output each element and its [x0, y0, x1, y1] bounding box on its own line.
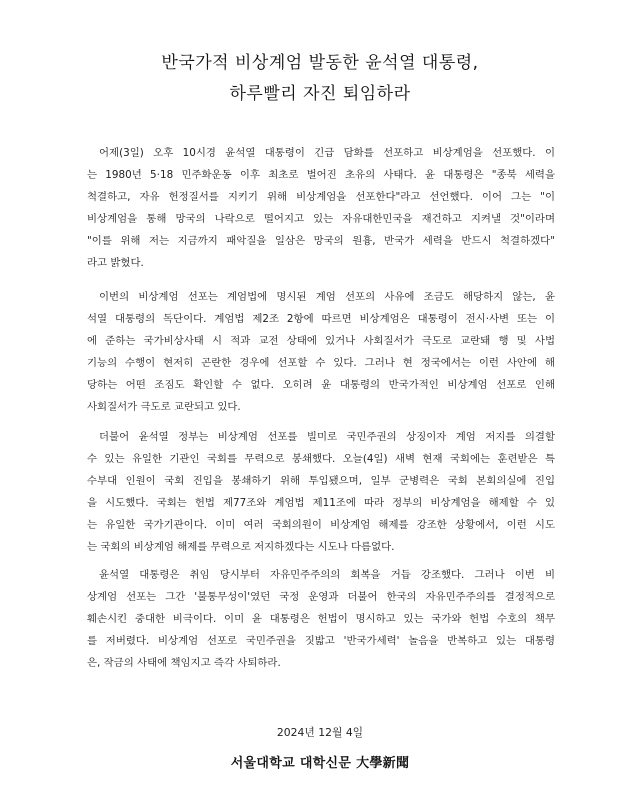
- paragraph-line: 상계엄 선포는 그간 '불통무성이'였던 국정 운영과 더불어 한국의 자유민주주의를 결정적으로: [87, 591, 555, 603]
- paragraph-line: "이를 위해 저는 지금까지 패악질을 일삼은 망국의 원흉, 반국가 세력을 반드시 척결하겠다": [87, 235, 555, 247]
- paragraph-line: 사회질서가 극도로 교란되고 있다.: [87, 401, 241, 413]
- paragraph-line: 는 유일한 국가기관이다. 이미 여러 국회의원이 비상계엄 해제를 강조한 상황에서, 이런 시도: [87, 519, 555, 531]
- paragraph-line: 당하는 어떤 조짐도 확인할 수 없다. 오히려 윤 대통령의 반국가적인 비상계엄 선포로 인해: [87, 379, 555, 391]
- paragraph-2: [87, 286, 555, 418]
- paragraph-line: 에 준하는 국가비상사태 시 적과 교전 상태에 있거나 사회질서가 극도로 교란돼 행 및 사법: [87, 335, 555, 347]
- paragraph-1: [87, 142, 555, 274]
- paragraph-line: 척결하고, 자유 헌정질서를 지키기 위해 비상계엄을 선포한다"라고 선언했다. 이어 그는 "이: [87, 191, 555, 203]
- paragraph-line: 어제(3일) 오후 10시경 윤석열 대통령이 긴급 담화를 선포하고 비상계엄을 선포했다. 이: [99, 147, 555, 159]
- paragraph-line: 는 국회의 비상계엄 해제를 무력으로 저지하겠다는 시도나 다름없다.: [87, 541, 395, 553]
- document-title-line-2: 하루빨리 자진 퇴임하라: [229, 84, 411, 104]
- paragraph-3: [87, 426, 555, 558]
- document-title-line-1: 반국가적 비상계엄 발동한 윤석열 대통령,: [161, 53, 479, 73]
- paragraph-line: 를 저버렸다. 비상계엄 선포로 국민주권을 짓밟고 '반국가세력' 놀음을 반복하고 있는 대통령: [87, 635, 555, 647]
- paragraph-line: 수부대 인원이 국회 진입을 봉쇄하기 위해 투입됐으며, 일부 군병력은 국회 본회의실에 진입: [87, 475, 555, 487]
- paragraph-4: [87, 564, 555, 674]
- paragraph-line: 비상계엄을 통해 망국의 나락으로 떨어지고 있는 자유대한민국을 재건하고 지켜낼 것"이라며: [87, 213, 555, 225]
- paragraph-line: 윤석열 대통령은 취임 당시부터 자유민주주의의 회복을 거듭 강조했다. 그러나 이번 비: [99, 569, 555, 581]
- paragraph-line: 을 시도했다. 국회는 헌법 제77조와 계엄법 제11조에 따라 정부의 비상계엄을 해제할 수 있: [87, 497, 555, 509]
- paragraph-line: 는 1980년 5·18 민주화운동 이후 최초로 벌어진 초유의 사태다. 윤 대통령은 "종북 세력을: [87, 169, 555, 181]
- paragraph-line: 더불어 윤석열 정부는 비상계엄 선포를 빌미로 국민주권의 상징이자 계엄 저지를 의결할: [99, 431, 555, 443]
- paragraph-line: 은, 작금의 사태에 책임지고 즉각 사퇴하라.: [87, 657, 281, 669]
- paragraph-line: 석열 대통령의 독단이다. 계엄법 제2조 2항에 따르면 비상계엄은 대통령이 전시·사변 또는 이: [87, 313, 555, 325]
- document-date: 2024년 12월 4일: [276, 726, 364, 739]
- paragraph-line: 라고 밝혔다.: [87, 257, 144, 269]
- paragraph-line: 기능의 수행이 현저히 곤란한 경우에 선포할 수 있다. 그러나 현 정국에서는 이런 사안에 해: [87, 357, 555, 369]
- paragraph-line: 수 있는 유일한 기관인 국회를 무력으로 봉쇄했다. 오늘(4일) 새벽 현재 국회에는 훈련받은 특: [87, 453, 555, 465]
- document-signature: 서울대학교 대학신문 大學新聞: [230, 756, 410, 771]
- paragraph-line: 이번의 비상계엄 선포는 계엄법에 명시된 계엄 선포의 사유에 조금도 해당하지 않는, 윤: [99, 291, 555, 303]
- paragraph-line: 훼손시킨 중대한 비극이다. 이미 윤 대통령은 헌법이 명시하고 있는 국가와 헌법 수호의 책무: [87, 613, 555, 625]
